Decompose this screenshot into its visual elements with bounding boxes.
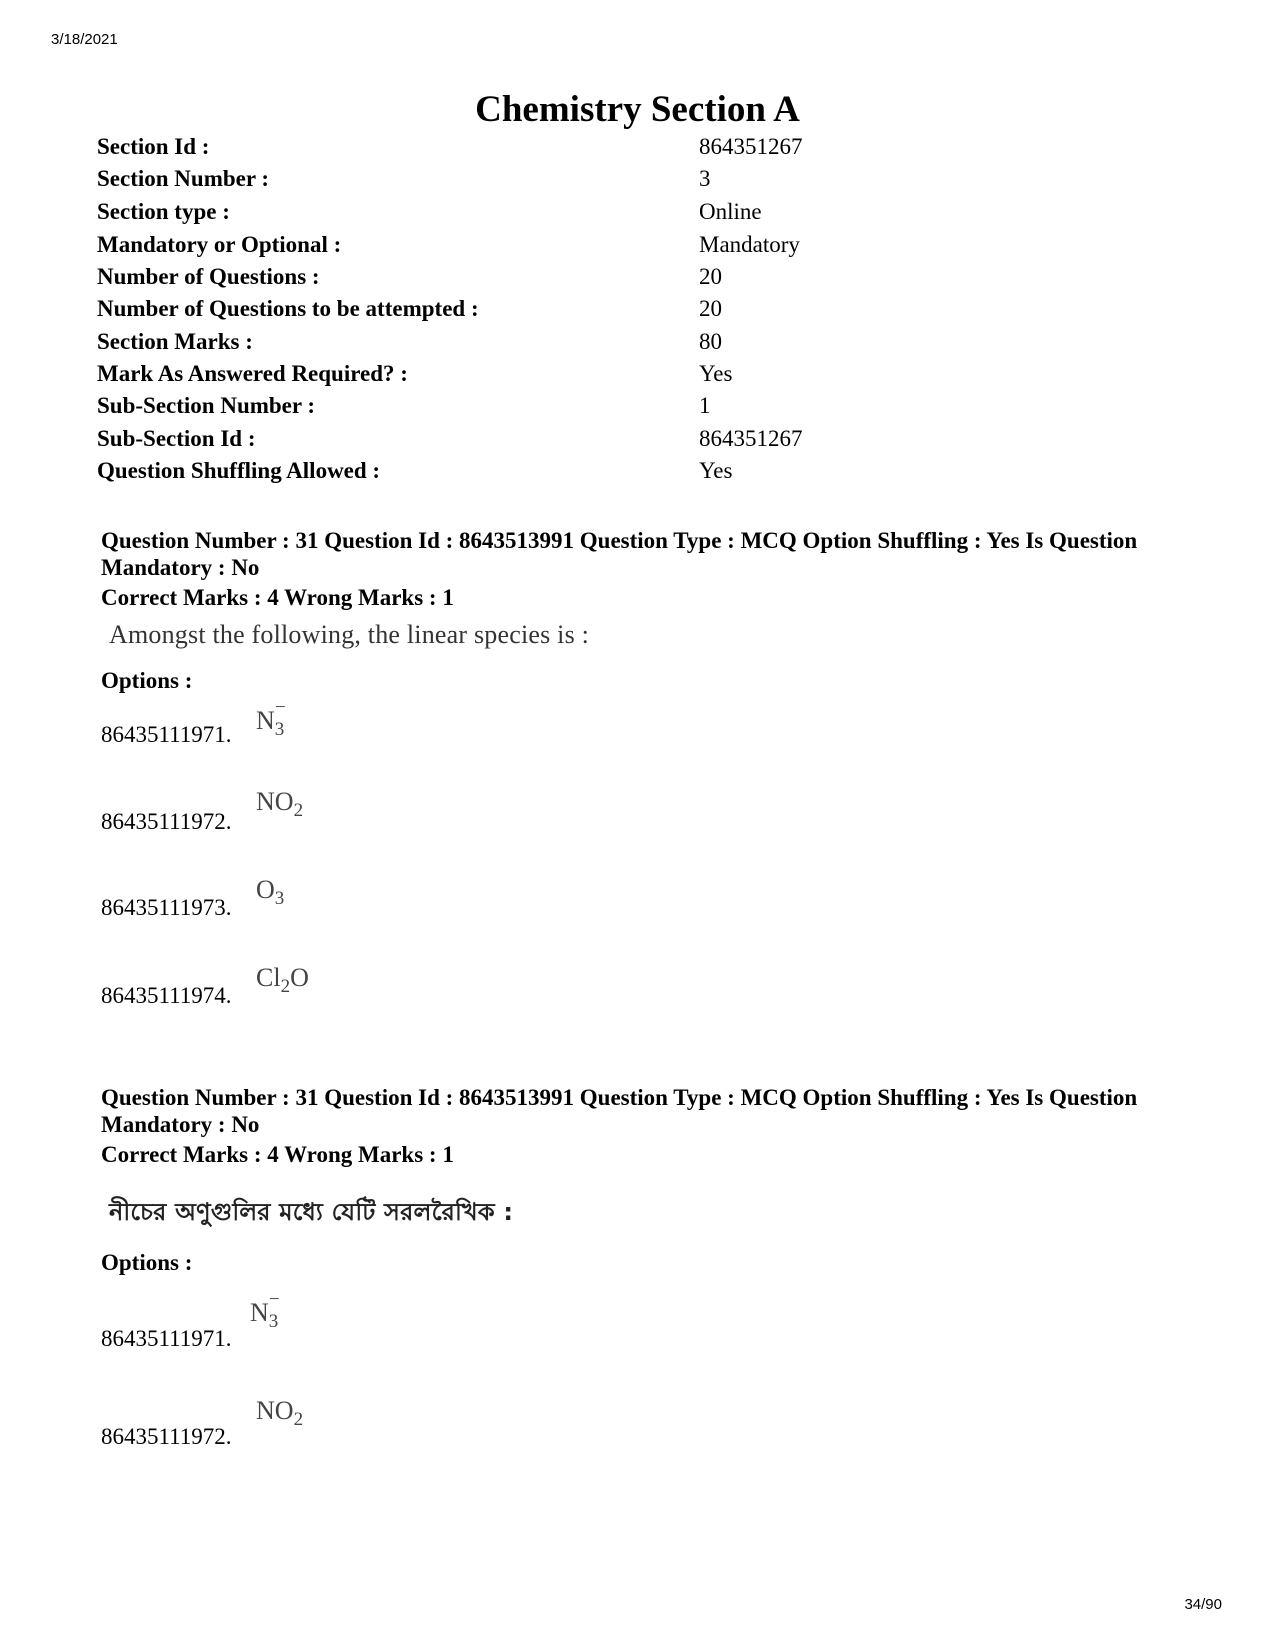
question-marks: Correct Marks : 4 Wrong Marks : 1 bbox=[101, 585, 454, 610]
option-formula: $O_3$ bbox=[256, 875, 285, 909]
options-label: Options : bbox=[101, 1250, 193, 1275]
section-row-value: 20 bbox=[699, 296, 722, 321]
question-text: নীচের অণুগুলির মধ্যে যেটি সরলরৈখিক : bbox=[109, 1198, 514, 1226]
section-row-label: Mark As Answered Required? : bbox=[97, 361, 408, 386]
question-header: Question Number : 31 Question Id : 8643513991 Question Type : MCQ Option Shuffling : Yes Is Question Mandatory : No bbox=[101, 1085, 1138, 1137]
page-number: 34/90 bbox=[1184, 1596, 1222, 1613]
section-row-value: 20 bbox=[699, 264, 722, 289]
section-row-value: Yes bbox=[699, 361, 733, 386]
section-row-label: Number of Questions to be attempted : bbox=[97, 296, 479, 321]
section-row-value: 864351267 bbox=[699, 134, 803, 159]
option-id: 86435111972. bbox=[101, 1424, 232, 1449]
section-row-value: Online bbox=[699, 199, 762, 224]
print-date: 3/18/2021 bbox=[51, 31, 118, 48]
option-id: 86435111973. bbox=[101, 895, 232, 920]
section-row-value: 864351267 bbox=[699, 426, 803, 451]
section-row-label: Section type : bbox=[97, 199, 230, 224]
section-row-label: Section Number : bbox=[97, 166, 270, 191]
question-text: Amongst the following, the linear species is : bbox=[109, 620, 590, 649]
section-row bbox=[97, 458, 1097, 492]
option-id: 86435111974. bbox=[101, 983, 232, 1008]
option-formula: $Cl_2O$ bbox=[256, 963, 309, 997]
option-formula: $N_3$ − bbox=[256, 697, 286, 740]
section-row bbox=[97, 329, 1097, 363]
section-row-label: Sub-Section Id : bbox=[97, 426, 256, 451]
section-row bbox=[97, 361, 1097, 395]
question-header: Question Number : 31 Question Id : 8643513991 Question Type : MCQ Option Shuffling : Yes Is Question Mandatory : No bbox=[101, 528, 1138, 580]
section-row-label: Mandatory or Optional : bbox=[97, 232, 342, 257]
section-row-label: Section Id : bbox=[97, 134, 210, 159]
section-row-value: Mandatory bbox=[699, 232, 800, 257]
section-row bbox=[97, 393, 1097, 427]
section-row bbox=[97, 264, 1097, 298]
section-row-value: 80 bbox=[699, 329, 722, 354]
section-row-label: Number of Questions : bbox=[97, 264, 320, 289]
section-row bbox=[97, 232, 1097, 266]
option-id: 86435111972. bbox=[101, 809, 232, 834]
option-formula: $N_3$ − bbox=[250, 1289, 280, 1332]
section-row-label: Section Marks : bbox=[97, 329, 253, 354]
section-row-value: 1 bbox=[699, 393, 711, 418]
section-row bbox=[97, 166, 1097, 200]
section-row-value: 3 bbox=[699, 166, 711, 191]
option-formula: $NO_2$ bbox=[256, 787, 304, 821]
section-row bbox=[97, 134, 1097, 168]
question-marks: Correct Marks : 4 Wrong Marks : 1 bbox=[101, 1142, 454, 1167]
section-title: Chemistry Section A bbox=[475, 89, 800, 130]
section-row-label: Sub-Section Number : bbox=[97, 393, 316, 418]
option-formula: $NO_2$ bbox=[256, 1396, 304, 1430]
section-row bbox=[97, 296, 1097, 330]
option-id: 86435111971. bbox=[101, 1326, 232, 1351]
section-row-label: Question Shuffling Allowed : bbox=[97, 458, 381, 483]
section-row bbox=[97, 426, 1097, 460]
options-label: Options : bbox=[101, 668, 193, 693]
option-id: 86435111971. bbox=[101, 722, 232, 747]
section-row-value: Yes bbox=[699, 458, 733, 483]
section-row bbox=[97, 199, 1097, 233]
